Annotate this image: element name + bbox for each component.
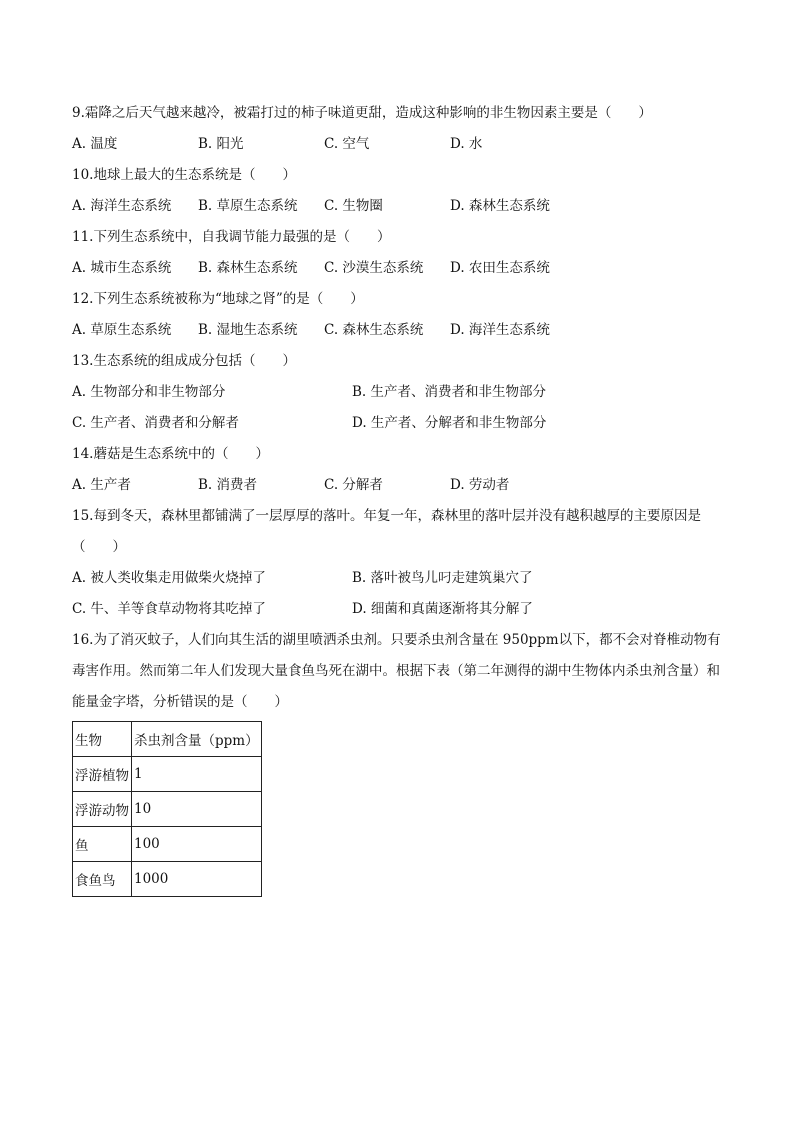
table-row	[73, 792, 262, 827]
option-a[interactable]: A. 生物部分和非生物部分	[72, 384, 226, 400]
table-cell: 100	[132, 827, 262, 862]
question-14-stem: 14.蘑菇是生态系统中的（ ）	[72, 446, 269, 462]
option-d[interactable]: D. 劳动者	[450, 477, 510, 493]
option-a[interactable]: A. 被人类收集走用做柴火烧掉了	[72, 570, 266, 586]
table-cell: 鱼	[73, 827, 132, 862]
option-a[interactable]: A. 海洋生态系统	[72, 198, 172, 214]
option-b[interactable]: B. 阳光	[198, 136, 244, 152]
table-row	[73, 827, 262, 862]
option-d[interactable]: D. 水	[450, 136, 483, 152]
table-cell: 1	[132, 757, 262, 792]
option-c[interactable]: C. 生物圈	[324, 198, 383, 214]
question-16-stem: 16.为了消灭蚊子，人们向其生活的湖里喷洒杀虫剂。只要杀虫剂含量在 950ppm以下，都不会对脊椎动物有毒害作用。然而第二年人们发现大量食鱼鸟死在湖中。根据下表（第二年测得的湖中生物体内杀虫剂含量）和能量金字塔，分析错误的是（ ）	[72, 632, 721, 710]
option-d[interactable]: D. 细菌和真菌逐渐将其分解了	[352, 601, 533, 617]
table-cell: 食鱼鸟	[73, 862, 132, 897]
option-a[interactable]: A. 草原生态系统	[72, 322, 172, 338]
table-cell: 浮游植物	[73, 757, 132, 792]
option-c[interactable]: C. 森林生态系统	[324, 322, 424, 338]
table-row	[73, 862, 262, 897]
option-d[interactable]: D. 海洋生态系统	[450, 322, 550, 338]
option-b[interactable]: B. 草原生态系统	[198, 198, 298, 214]
question-13-stem: 13.生态系统的组成成分包括（ ）	[72, 353, 296, 369]
option-b[interactable]: B. 消费者	[198, 477, 258, 493]
option-b[interactable]: B. 森林生态系统	[198, 260, 298, 276]
option-a[interactable]: A. 温度	[72, 136, 118, 152]
question-13-options-row-2	[72, 408, 727, 439]
question-12-stem: 12.下列生态系统被称为“地球之肾”的是（ ）	[72, 291, 364, 307]
exam-page-content	[72, 98, 727, 897]
question-15-options-row-2	[72, 594, 727, 625]
option-d[interactable]: D. 生产者、分解者和非生物部分	[352, 415, 547, 431]
option-c[interactable]: C. 空气	[324, 136, 370, 152]
question-10-options	[72, 191, 727, 222]
question-15-options-row-1	[72, 563, 727, 594]
question-11-stem: 11.下列生态系统中，自我调节能力最强的是（ ）	[72, 229, 391, 245]
question-9-stem: 9.霜降之后天气越来越冷，被霜打过的柿子味道更甜，造成这种影响的非生物因素主要是（ ）	[72, 105, 652, 121]
question-13-options-row-1	[72, 377, 727, 408]
question-12-options	[72, 315, 727, 346]
table-header-row	[73, 722, 262, 757]
table-header-cell: 杀虫剂含量（ppm）	[132, 722, 262, 757]
option-d[interactable]: D. 森林生态系统	[450, 198, 550, 214]
option-c[interactable]: C. 牛、羊等食草动物将其吃掉了	[72, 601, 266, 617]
option-c[interactable]: C. 生产者、消费者和分解者	[72, 415, 239, 431]
option-a[interactable]: A. 城市生态系统	[72, 260, 172, 276]
table-cell: 浮游动物	[73, 792, 132, 827]
pesticide-table	[72, 721, 262, 897]
option-a[interactable]: A. 生产者	[72, 477, 131, 493]
table-cell: 1000	[132, 862, 262, 897]
table-cell: 10	[132, 792, 262, 827]
question-11-options	[72, 253, 727, 284]
question-9-options	[72, 129, 727, 160]
question-15-stem: 15.每到冬天，森林里都铺满了一层厚厚的落叶。年复一年，森林里的落叶层并没有越积越厚的主要原因是（ ）	[72, 508, 701, 555]
option-d[interactable]: D. 农田生态系统	[450, 260, 550, 276]
option-b[interactable]: B. 落叶被鸟儿叼走建筑巢穴了	[352, 570, 533, 586]
table-header-cell: 生物	[73, 722, 132, 757]
option-b[interactable]: B. 生产者、消费者和非生物部分	[352, 384, 547, 400]
option-c[interactable]: C. 分解者	[324, 477, 383, 493]
question-10-stem: 10.地球上最大的生态系统是（ ）	[72, 167, 296, 183]
table-row	[73, 757, 262, 792]
question-14-options	[72, 470, 727, 501]
option-b[interactable]: B. 湿地生态系统	[198, 322, 298, 338]
option-c[interactable]: C. 沙漠生态系统	[324, 260, 424, 276]
